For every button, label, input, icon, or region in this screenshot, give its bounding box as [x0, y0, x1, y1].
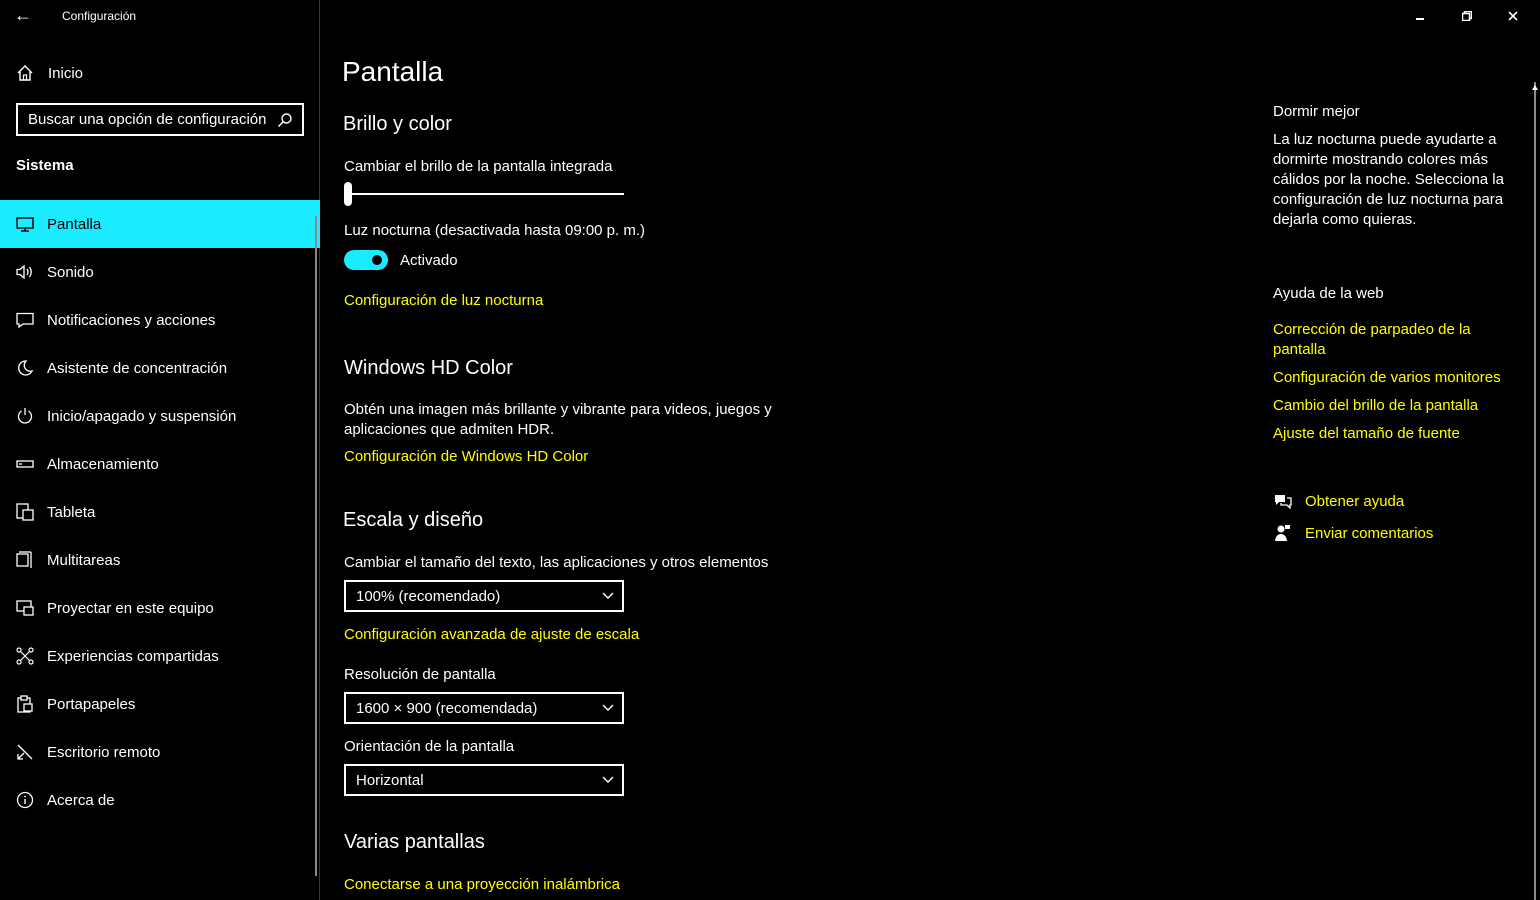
power-icon [16, 407, 34, 425]
night-light-label: Luz nocturna (desactivada hasta 09:00 p. m.) [344, 222, 646, 239]
scale-label: Cambiar el tamaño del texto, las aplicaciones y otros elementos [344, 554, 769, 571]
help-link-font-size[interactable]: Ajuste del tamaño de fuente [1273, 425, 1460, 442]
sidebar-item-label: Experiencias compartidas [47, 647, 219, 665]
hdr-settings-link[interactable]: Configuración de Windows HD Color [344, 448, 589, 465]
get-help-link[interactable] [1273, 490, 1404, 512]
feedback-label: Enviar comentarios [1305, 524, 1434, 542]
sidebar-item-tableta[interactable] [0, 488, 320, 536]
help-link-flicker[interactable]: Corrección de parpadeo de la pantalla [1273, 321, 1471, 358]
orientation-value: Horizontal [356, 771, 424, 789]
sidebar-item-label: Inicio/apagado y suspensión [47, 407, 237, 425]
orientation-dropdown[interactable] [344, 764, 624, 796]
sidebar-item-label: Proyectar en este equipo [47, 599, 214, 617]
brightness-heading: Brillo y color [343, 113, 452, 135]
sidebar-item-label: Portapapeles [47, 695, 136, 713]
brightness-slider[interactable] [344, 182, 624, 206]
help-link-multi-monitor[interactable]: Configuración de varios monitores [1273, 369, 1501, 386]
sidebar-item-multitareas[interactable] [0, 536, 320, 584]
resolution-value: 1600 × 900 (recomendada) [356, 699, 538, 717]
moon-icon [16, 359, 34, 377]
home-label: Inicio [48, 64, 84, 82]
multi-display-heading: Varias pantallas [344, 831, 485, 853]
scale-dropdown[interactable] [344, 580, 624, 612]
get-help-label: Obtener ayuda [1305, 492, 1405, 510]
sidebar-item-experiencias[interactable] [0, 632, 320, 680]
sidebar-item-label: Acerca de [47, 791, 115, 809]
sidebar-nav [0, 200, 320, 824]
sidebar-item-label: Escritorio remoto [47, 743, 161, 761]
sidebar-item-almacenamiento[interactable] [0, 440, 320, 488]
scale-heading: Escala y diseño [343, 509, 484, 531]
section-title: Sistema [16, 157, 74, 174]
remote-icon [16, 743, 34, 761]
main-scrollbar[interactable] [1534, 82, 1536, 900]
sidebar-item-sonido[interactable] [0, 248, 320, 296]
sidebar-item-label: Almacenamiento [47, 455, 159, 473]
scale-value: 100% (recomendado) [356, 587, 501, 605]
night-light-settings-link[interactable]: Configuración de luz nocturna [344, 292, 544, 309]
search-box[interactable] [16, 103, 304, 136]
sidebar-item-label: Pantalla [47, 215, 102, 233]
night-light-toggle[interactable] [344, 250, 388, 270]
sidebar-item-pantalla[interactable] [0, 200, 320, 248]
help-link-brightness[interactable]: Cambio del brillo de la pantalla [1273, 397, 1479, 414]
monitor-icon [16, 215, 34, 233]
sidebar-scrollbar[interactable] [315, 216, 317, 876]
project-icon [16, 599, 34, 617]
sidebar-item-inicio-apagado[interactable] [0, 392, 320, 440]
resolution-dropdown[interactable] [344, 692, 624, 724]
chevron-down-icon [602, 592, 614, 600]
home-icon [16, 64, 34, 82]
scroll-up-icon[interactable] [1531, 84, 1539, 92]
sidebar-item-proyectar[interactable] [0, 584, 320, 632]
sidebar-item-label: Tableta [47, 503, 96, 521]
toggle-knob [372, 255, 382, 265]
main-content [322, 0, 1252, 900]
notification-icon [16, 311, 34, 329]
brightness-label: Cambiar el brillo de la pantalla integrada [344, 158, 613, 175]
wireless-display-link[interactable]: Conectarse a una proyección inalámbrica [344, 876, 620, 893]
search-input[interactable]: Buscar una opción de configuración [28, 111, 267, 128]
chevron-down-icon [602, 776, 614, 784]
sidebar-item-asistente[interactable] [0, 344, 320, 392]
app-title: Configuración [62, 9, 137, 23]
sidebar-item-label: Asistente de concentración [47, 359, 228, 377]
slider-thumb[interactable] [344, 182, 352, 206]
feedback-icon [1273, 523, 1293, 543]
sidebar-item-notificaciones[interactable] [0, 296, 320, 344]
search-icon[interactable] [274, 109, 296, 131]
back-button[interactable]: ← [14, 5, 32, 25]
sidebar-item-portapapeles[interactable] [0, 680, 320, 728]
storage-icon [16, 455, 34, 473]
sleep-text: La luz nocturna puede ayudarte a dormirte mostrando colores más cálidos por la noche. Selecciona la configuración de luz nocturna para dejarla como quieras. [1273, 131, 1504, 228]
toggle-state-label: Activado [400, 252, 458, 269]
info-icon [16, 791, 34, 809]
orientation-label: Orientación de la pantalla [344, 738, 515, 755]
related-panel [1273, 0, 1518, 900]
sleep-title: Dormir mejor [1273, 103, 1360, 120]
page-title: Pantalla [342, 56, 444, 87]
web-help-title: Ayuda de la web [1273, 285, 1384, 302]
multitask-icon [16, 551, 34, 569]
sidebar-item-acerca-de[interactable] [0, 776, 320, 824]
sidebar [0, 0, 320, 900]
shared-icon [16, 647, 34, 665]
slider-track [344, 193, 624, 195]
sidebar-item-label: Sonido [47, 263, 94, 281]
chevron-down-icon [602, 704, 614, 712]
resolution-label: Resolución de pantalla [344, 666, 496, 683]
tablet-icon [16, 503, 34, 521]
speaker-icon [16, 263, 34, 281]
hdr-description: Obtén una imagen más brillante y vibrante para videos, juegos y aplicaciones que admiten HDR. [344, 401, 772, 438]
chat-help-icon [1273, 491, 1293, 511]
clipboard-icon [16, 695, 34, 713]
feedback-link[interactable] [1273, 522, 1433, 544]
sidebar-item-label: Notificaciones y acciones [47, 311, 216, 329]
hdr-heading: Windows HD Color [344, 357, 513, 379]
home-link[interactable] [16, 60, 83, 86]
sidebar-item-escritorio-remoto[interactable] [0, 728, 320, 776]
sidebar-item-label: Multitareas [47, 551, 121, 569]
advanced-scaling-link[interactable]: Configuración avanzada de ajuste de escala [344, 626, 640, 643]
